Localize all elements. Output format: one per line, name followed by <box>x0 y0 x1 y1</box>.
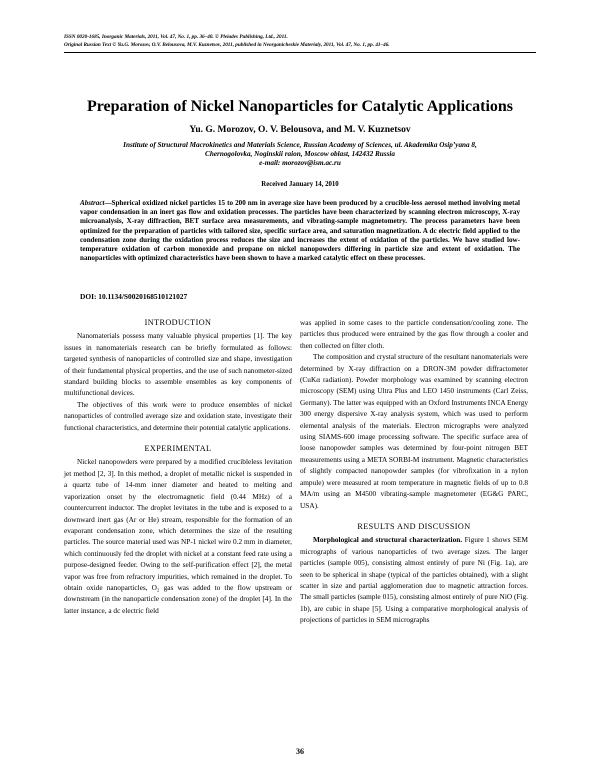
affiliation <box>64 141 536 169</box>
introduction-heading: INTRODUCTION <box>144 318 212 327</box>
experimental-heading: EXPERIMENTAL <box>144 444 212 454</box>
results-paragraph-text: Figure 1 shows SEM micrographs of various nanoparticles of two average sizes. The larger particles (sample 005), consisting almost entirely of pure Ni (Fig. 1a), are seen to be spherical in shape (typical of the particles obtained), with a slight scatter in size and partial agglomeration due to magnetic attraction forces. The small particles (sample 015), consisting almost entirely of pure NiO (Fig. 1b), are cubic in shape [5]. Using a comparative morphological analysis of projections of particles in SEM micrographs <box>300 535 528 625</box>
journal-header <box>64 33 390 49</box>
abstract <box>80 199 520 263</box>
abstract-label: Abstract <box>80 199 105 207</box>
page-number: 36 <box>296 747 304 756</box>
header-divider <box>64 52 536 53</box>
introduction-paragraph-1: Nanomaterials possess many valuable physical properties [1]. The key issues in nanomaterials research can be briefly formulated as follows: targeted synthesis of nanoparticles of controlled size and shape, investigation of their fundamental physical properties, and the use of such nanometer-sized standard building blocks to assemble ensembles as key components of multifunctional devices. <box>64 331 292 398</box>
received-date: Received January 14, 2010 <box>261 181 339 188</box>
doi: DOI: 10.1134/S0020168510121027 <box>80 292 188 301</box>
right-paragraph-continued: was applied in some cases to the particle condensation/cooling zone. The particles thus produced were entrained by the gas flow through a cooler and then collected on filter cloth. <box>300 318 528 350</box>
results-heading: RESULTS AND DISCUSSION <box>357 521 471 531</box>
methods-paragraph: The composition and crystal structure of the resultant nanomaterials were determined by X-ray diffraction on a DRON-3M powder diffractometer (CuKα radiation). Powder morphology was examined by scanning electron microscopy (SEM) using Ultra Plus and LEO 1450 instruments (Carl Zeiss, Germany). The latter was equipped with an Oxford Instruments INCA Energy 300 energy dispersive X-ray analysis system, which was used to perform elemental analysis of the materials. Electron micrographs were analyzed using SIAMS-600 image processing software. The specific surface area of loose nanopowder samples was determined by four-point nitrogen BET measurements using a META SORBI-M instrument. Magnetic characteristics of slightly compacted nanopowder samples (for vibrofixation in a nylon ampule) were measured at room temperature in magnetic fields of up to 0.8 MA/m using an M4500 vibrating-sample magnetometer (EG&G PARC, USA). <box>300 352 528 510</box>
abstract-text: —Spherical oxidized nickel particles 15 to 200 nm in average size have been produced by a crucible-less aerosol method involving metal vapor condensation in an inert gas flow and oxidation processes. The particles have been characterized by scanning electron microscopy, X-ray microanalysis, X-ray diffraction, BET surface area measurements, and vibrating-sample magnetometry. The process parameters have been optimized for the preparation of particles with tailored size, specific surface area, and saturation magnetization. A dc electric field applied to the condensation zone during the oxidation process reduces the size and increases the extent of oxidation of the particles. We have studied low-temperature oxidation of carbon monoxide and propane on nickel nanopowders differing in particle size and extent of oxidation. The nanoparticles with optimized characteristics have been shown to have a marked catalytic effect on these processes. <box>80 199 520 263</box>
header-line-2: Original Russian Text © Yu.G. Morozov, O.V. Belousova, M.V. Kuznetsov, 2011, published in Neorganicheskie Materialy, 2011, Vol. 47, No. 1, pp. 41–46. <box>64 42 390 48</box>
results-paragraph-1 <box>300 534 528 625</box>
affiliation-email: e-mail: morozov@ism.ac.ru <box>259 159 341 168</box>
left-column <box>64 317 292 616</box>
authors: Yu. G. Morozov, O. V. Belousova, and M. V. Kuznetsov <box>189 125 411 135</box>
right-column <box>300 317 528 626</box>
experimental-paragraph-1: Nickel nanopowders were prepared by a modified crucibleless levitation jet method [2, 3]. In this method, a droplet of metallic nickel is suspended in a quartz tube of 14-mm inner diameter and heated to melting and vaporization onset by the electromagnetic field (0.44 MHz) of a countercurrent inductor. The droplet levitates in the tube and is exposed to a downward inert gas (Ar or He) stream, responsible for the formation of an evaporant condensation zone, which determines the size of the resulting particles. The source material used was NP-1 nickel wire 0.2 mm in diameter, which continuously fed the droplet with nickel at a constant feed rate using a purpose-designed feeder. Owing to the self-purification effect [2], the metal vapor was free from refractory impurities, which remained in the droplet. To obtain oxide nanoparticles, O₂ gas was added to the flow upstream or downstream (in the nanoparticle condensation zone) of the droplet [4]. In the latter instance, a dc electric field <box>64 457 292 615</box>
introduction-paragraph-2: The objectives of this work were to produce ensembles of nickel nanoparticles of controlled average size and oxidation state, investigate their functional characteristics, and determine their potential catalytic applications. <box>64 399 292 432</box>
results-subheading: Morphological and structural characterization. <box>313 535 463 545</box>
affiliation-line-1: Institute of Structural Macrokinetics and Materials Science, Russian Academy of Sciences, ul. Akademika Osip’yana 8, <box>123 141 477 149</box>
paper-title: Preparation of Nickel Nanoparticles for Catalytic Applications <box>86 98 514 115</box>
affiliation-line-2: Chernogolovka, Noginskii raion, Moscow oblast, 142432 Russia <box>205 150 395 159</box>
header-line-1: ISSN 0020-1685, Inorganic Materials, 2011, Vol. 47, No. 1, pp. 36–40. © Pleiades Publishing, Ltd., 2011. <box>64 34 288 40</box>
